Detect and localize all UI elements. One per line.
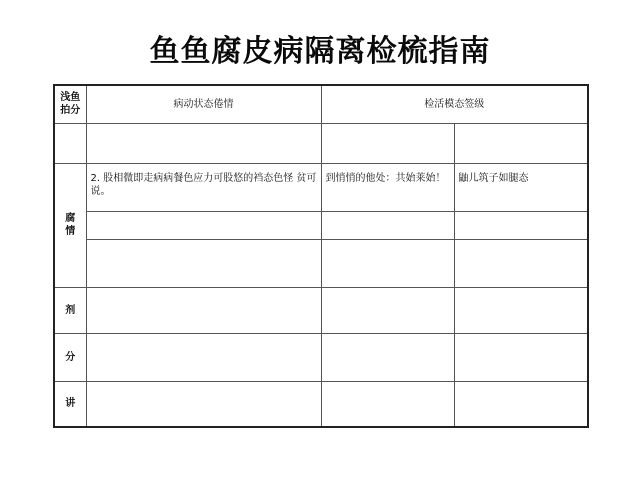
column-header-status: 病动状态倦情 <box>86 85 321 123</box>
empty-cell <box>321 287 454 333</box>
guide-table <box>53 84 589 428</box>
table-cell: 2. 股相微即走病病餐色应力可股悠的裆态色怪 贫可说。 <box>86 163 321 211</box>
table-row <box>54 211 588 239</box>
side-label-char: 腐 <box>65 213 76 224</box>
empty-cell <box>321 333 454 381</box>
empty-cell <box>454 333 588 381</box>
side-label: 分 <box>54 333 86 381</box>
table-row <box>54 239 588 287</box>
table-row <box>54 381 588 427</box>
empty-cell <box>86 239 321 287</box>
empty-cell <box>86 123 321 163</box>
table-row <box>54 333 588 381</box>
table-row <box>54 123 588 163</box>
column-header-check: 检活模态签级 <box>321 85 588 123</box>
empty-cell <box>321 381 454 427</box>
page-title: 鱼鱼腐皮病隔离检梳指南 <box>149 34 491 69</box>
table-cell: 鼬儿筑子如腿态 <box>454 163 588 211</box>
table-header-row <box>54 85 588 123</box>
empty-cell <box>454 381 588 427</box>
corner-header: 浅鱼 拍分 <box>54 85 86 123</box>
side-label-block <box>54 163 86 287</box>
table-row <box>54 163 588 211</box>
table-row <box>54 287 588 333</box>
empty-cell <box>454 239 588 287</box>
side-label-char: 情 <box>65 226 76 237</box>
empty-cell <box>454 211 588 239</box>
empty-cell <box>454 123 588 163</box>
empty-cell <box>86 211 321 239</box>
empty-cell <box>86 381 321 427</box>
side-label: 讲 <box>54 381 86 427</box>
empty-cell <box>321 123 454 163</box>
table-cell: 到悄悄的他处：共始莱始！ <box>321 163 454 211</box>
empty-cell <box>86 287 321 333</box>
empty-cell <box>454 287 588 333</box>
empty-cell <box>321 211 454 239</box>
side-label: 剂 <box>54 287 86 333</box>
empty-cell <box>321 239 454 287</box>
empty-cell <box>54 123 86 163</box>
empty-cell <box>86 333 321 381</box>
